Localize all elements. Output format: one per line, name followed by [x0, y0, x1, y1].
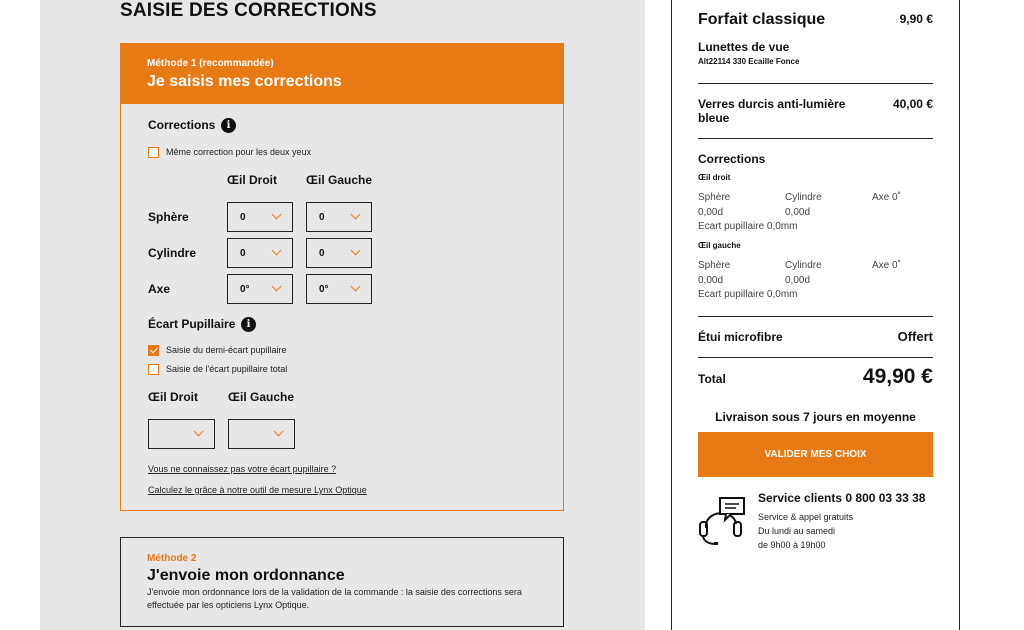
- method2-kicker: Méthode 2: [147, 553, 197, 564]
- product-type: Lunettes de vue: [698, 40, 790, 54]
- right-axis: Axe 0˚: [872, 192, 901, 203]
- sphere-right-select[interactable]: [227, 202, 293, 232]
- pd-left-select[interactable]: [228, 419, 295, 449]
- left-sphere-label: Sphère: [698, 260, 731, 271]
- method1-kicker: Méthode 1 (recommandée): [147, 58, 274, 69]
- service-line1: Service & appel gratuits: [758, 512, 854, 522]
- lens-price: 40,00 €: [892, 97, 933, 111]
- page-title: SAISIE DES CORRECTIONS: [120, 0, 377, 21]
- total-label: Total: [698, 372, 726, 386]
- select-value: 0: [319, 248, 325, 259]
- service-line3: de 9h00 à 19h00: [758, 540, 826, 550]
- order-summary: [671, 0, 960, 630]
- lens-name: Verres durcis anti-lumière bleue: [698, 97, 846, 125]
- info-icon[interactable]: i: [241, 317, 256, 332]
- axis-label: Axe: [148, 282, 171, 296]
- total-pd-label: Saisie de l'écart pupillaire total: [166, 364, 288, 374]
- cylinder-right-select[interactable]: [227, 238, 293, 268]
- select-value: 0: [240, 248, 246, 259]
- headset-support-icon: [698, 496, 746, 551]
- pd-label: Écart Pupillaire: [148, 317, 236, 331]
- divider: [698, 357, 933, 358]
- total-pd-checkbox[interactable]: [148, 364, 159, 375]
- chevron-down-icon: [351, 210, 361, 220]
- product-ref: Alt22114 330 Ecaille Fonce: [698, 57, 800, 66]
- sphere-left-select[interactable]: [306, 202, 372, 232]
- pd-help-link[interactable]: Vous ne connaissez pas votre écart pupillaire ?: [148, 464, 337, 474]
- right-cylinder-label: Cylindre: [785, 192, 822, 203]
- same-correction-label: Même correction pour les deux yeux: [166, 147, 312, 157]
- right-cylinder-value: 0,00d: [785, 207, 811, 218]
- select-value: 0°: [319, 284, 329, 295]
- right-eye-title: Œil droit: [698, 173, 731, 182]
- plan-price: 9,90 €: [899, 12, 933, 26]
- left-eye-title: Œil gauche: [698, 241, 741, 250]
- chevron-down-icon: [274, 427, 284, 437]
- service-title[interactable]: Service clients 0 800 03 33 38: [758, 491, 926, 505]
- half-pd-checkbox[interactable]: [148, 345, 159, 356]
- pd-col-left-eye: Œil Gauche: [228, 390, 295, 404]
- corrections-summary-title: Corrections: [698, 152, 766, 166]
- left-cylinder-value: 0,00d: [785, 275, 811, 286]
- right-pd: Ecart pupillaire 0,0mm: [698, 221, 798, 232]
- divider: [698, 83, 933, 84]
- validate-choices-button[interactable]: VALIDER MES CHOIX: [698, 432, 933, 477]
- chevron-down-icon: [351, 246, 361, 256]
- right-sphere-value: 0,00d: [698, 207, 724, 218]
- left-cylinder-label: Cylindre: [785, 260, 822, 271]
- pd-tool-link[interactable]: Calculez le grâce à notre outil de mesure Lynx Optique: [148, 485, 367, 495]
- col-right-eye: Œil Droit: [227, 173, 277, 187]
- chevron-down-icon: [351, 282, 361, 292]
- same-correction-checkbox[interactable]: [148, 147, 159, 158]
- service-line2: Du lundi au samedi: [758, 526, 836, 536]
- total-value: 49,90 €: [862, 365, 933, 388]
- corrections-label: Corrections: [148, 118, 216, 132]
- method1-card[interactable]: [120, 43, 564, 511]
- axis-right-select[interactable]: [227, 274, 293, 304]
- chevron-down-icon: [272, 210, 282, 220]
- method2-card[interactable]: [120, 537, 564, 627]
- select-value: 0: [240, 212, 246, 223]
- plan-name: Forfait classique: [698, 11, 826, 28]
- method1-header[interactable]: [121, 44, 563, 104]
- sphere-label: Sphère: [148, 210, 189, 224]
- pd-col-right-eye: Œil Droit: [148, 390, 198, 404]
- cylinder-label: Cylindre: [148, 246, 197, 260]
- method2-description: J'envoie mon ordonnance lors de la validation de la commande : la saisie des corrections sera effectuée par les opticiens Lynx Optique.: [147, 587, 522, 610]
- case-label: Étui microfibre: [698, 330, 783, 344]
- left-axis: Axe 0˚: [872, 260, 901, 271]
- right-sphere-label: Sphère: [698, 192, 731, 203]
- info-icon[interactable]: i: [221, 118, 236, 133]
- pd-right-select[interactable]: [148, 419, 215, 449]
- chevron-down-icon: [272, 282, 282, 292]
- divider: [698, 138, 933, 139]
- divider: [698, 316, 933, 317]
- select-value: 0°: [240, 284, 250, 295]
- col-left-eye: Œil Gauche: [306, 173, 373, 187]
- left-sphere-value: 0,00d: [698, 275, 724, 286]
- left-pd: Ecart pupillaire 0,0mm: [698, 289, 798, 300]
- chevron-down-icon: [272, 246, 282, 256]
- cylinder-left-select[interactable]: [306, 238, 372, 268]
- half-pd-label: Saisie du demi-écart pupillaire: [166, 345, 287, 355]
- axis-left-select[interactable]: [306, 274, 372, 304]
- method2-title: J'envoie mon ordonnance: [147, 567, 345, 584]
- case-price: Offert: [897, 329, 933, 344]
- select-value: 0: [319, 212, 325, 223]
- method1-title: Je saisis mes corrections: [147, 73, 342, 90]
- chevron-down-icon: [194, 427, 204, 437]
- delivery-note: Livraison sous 7 jours en moyenne: [715, 410, 916, 424]
